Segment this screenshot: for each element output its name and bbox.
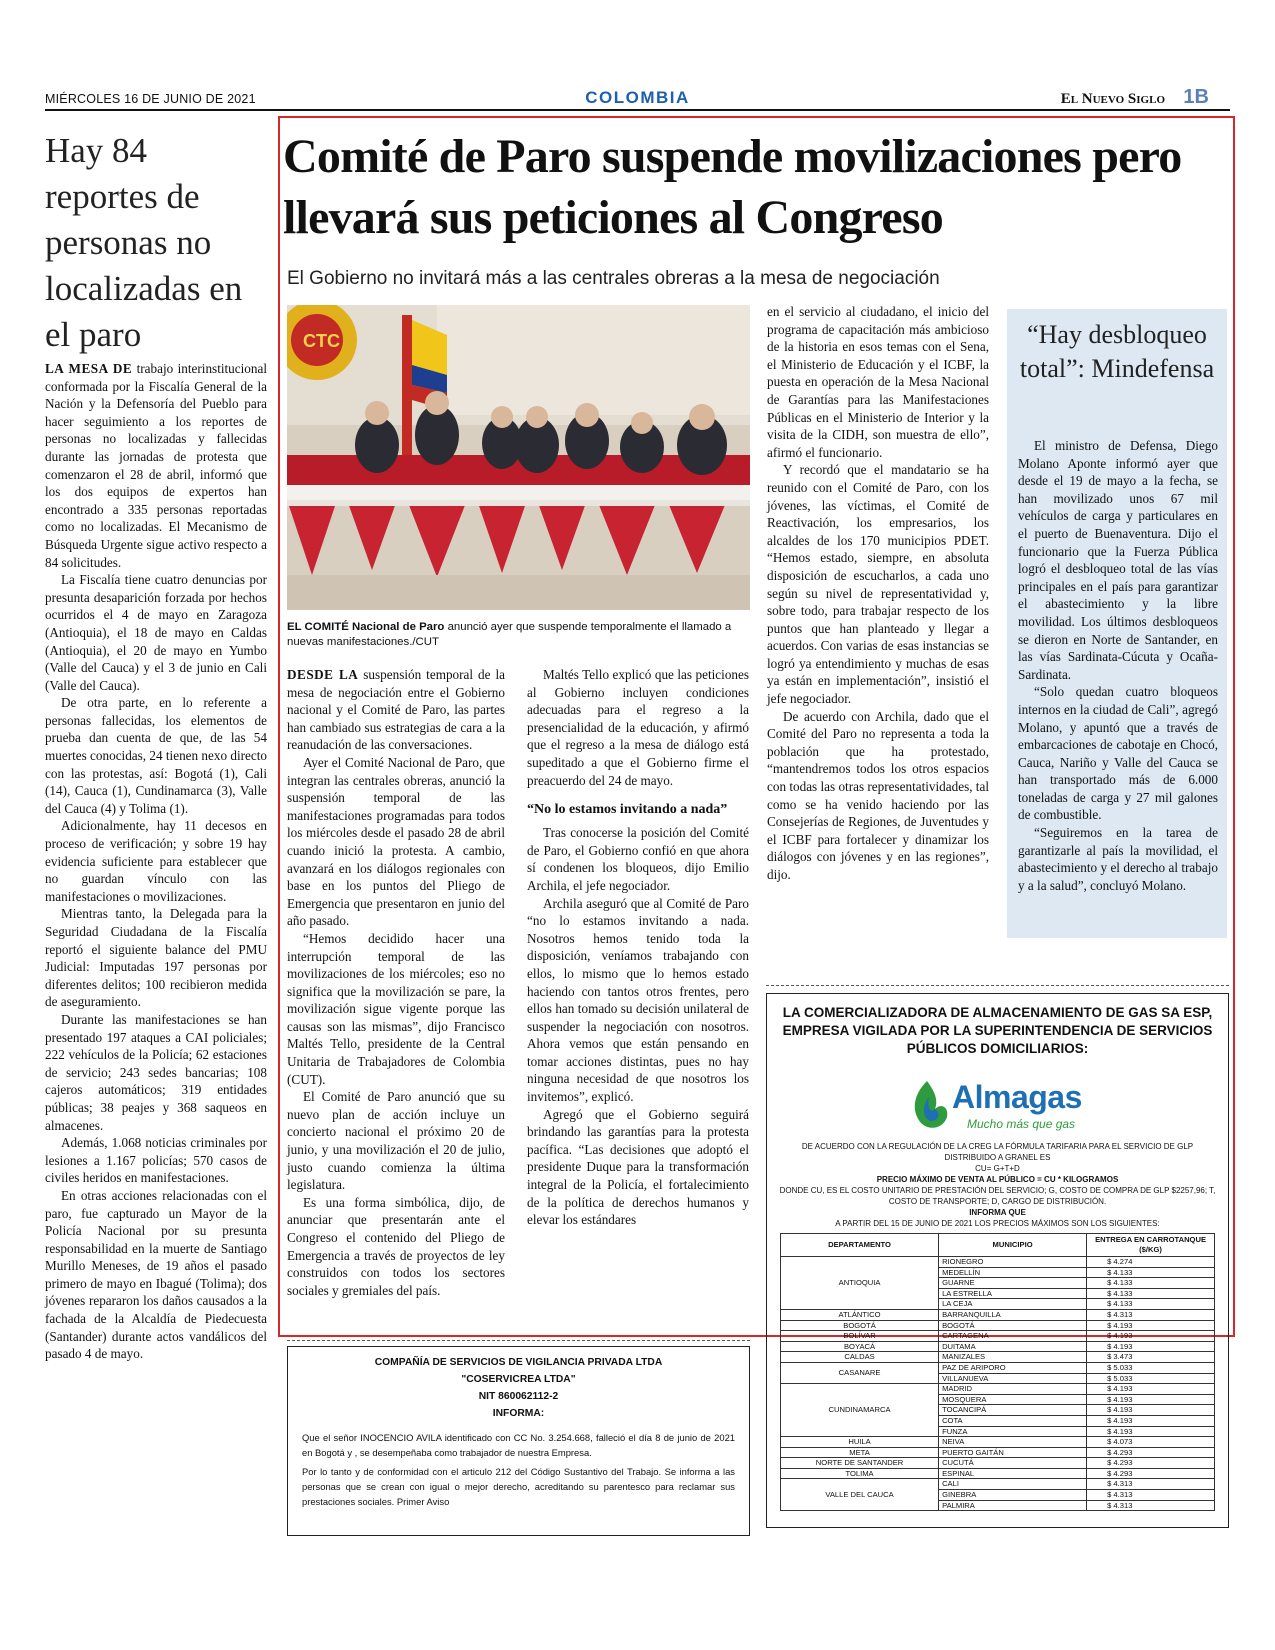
price-cell: $ 4.293 (1087, 1447, 1215, 1458)
table-row (781, 1331, 1215, 1342)
article-paragraph: en el servicio al ciudadano, el inicio del programa de capacitación más ambicioso de la historia en esos temas con el Sena, el Ministerio de Educación y el ICBF, la puesta en operación de la Mesa Nacional de Garantías para las Manifestaciones Públicas en el Ministerio de Interior y la visita de la CIDH, son muestra de ello”, afirmó el funcionario. (767, 304, 989, 460)
municipality-cell: MEDELLÍN (939, 1267, 1087, 1278)
press-conference-photo (287, 305, 750, 610)
municipality-cell: FUNZA (939, 1426, 1087, 1437)
department-cell: BOGOTÁ (781, 1320, 939, 1331)
table-row (781, 1320, 1215, 1331)
table-header-row (781, 1234, 1215, 1257)
municipality-cell: TOCANCIPÁ (939, 1405, 1087, 1416)
boxout-headline: “Hay desbloqueo total”: Mindefensa (1019, 320, 1215, 383)
sidebar-paragraph: La Fiscalía tiene cuatro denuncias por presunta desaparición forzada por hechos ocurridos el 4 de mayo en Zaragoza (Antioquia), el 18 de mayo en Caldas (Antioquia), el 20 de mayo en Yumbo (Valle del Cauca) y el 3 de junio en Cali (Valle del Cauca). (45, 572, 267, 693)
article-paragraph: Es una forma simbólica, dijo, de anunciar que presentarán ante el Congreso el contenido del Pliego de Emergencia a través de proyectos de ley construidos con todos los sectores sociales y gremiales del país. (287, 1194, 505, 1298)
main-subheadline: El Gobierno no invitará más a las centrales obreras a la mesa de negociación (287, 268, 940, 289)
ad-regulation-text: DE ACUERDO CON LA REGULACIÓN DE LA CREG LA FÓRMULA TARIFARIA PARA EL SERVICIO DE GLP DISTRIBUIDO A GRANEL ES (801, 1142, 1194, 1162)
notice-paragraph: Que el señor INOCENCIO AVILA identificado con CC No. 3.254.668, falleció el día 8 de junio de 2021 en Bogotá y , se desempeñaba como trabajador de nuestra Empresa. (302, 1432, 735, 1458)
brand-tagline: Mucho más que gas (967, 1117, 1076, 1131)
brand-name: Almagas (952, 1079, 1082, 1115)
sidebar-paragraph: Además, 1.068 noticias criminales por lesiones a 1.167 policías; 570 casos de civiles heridos en manifestaciones. (45, 1135, 267, 1186)
department-cell: HUILA (781, 1437, 939, 1448)
table-header: ENTREGA EN CARROTANQUE ($/KG) (1087, 1234, 1215, 1257)
municipality-cell: LA ESTRELLA (939, 1288, 1087, 1299)
masthead-rule (45, 109, 1230, 111)
sidebar-article-body (45, 360, 267, 1363)
banner-logo-text: CTC (303, 331, 340, 351)
legal-notice-body (302, 1430, 735, 1513)
article-paragraph: Y recordó que el mandatario se ha reunido con el Comité de Paro, con los jóvenes, las víctimas, el Comité de Reactivación, los empresarios, los alcaldes de los 170 municipios PDET. “Hemos estado, siempre, en absoluta disposición de escucharlos, a cada uno según su nivel de representatividad y, sobre todo, para trabajar respecto de los puntos que han planteado y llegar a acuerdos. Con varias de esas instancias se logró ya entendimiento y muchas de esas ya están en implementación”, insistió el jefe negociador. (767, 462, 989, 707)
article-paragraph: “Hemos decidido hacer una interrupción temporal de las movilizaciones de los miércoles; eso no significa que la movilización se pare, la movilización sigue vigente porque las causas son las mismas”, dijo Francisco Maltés Tello, presidente de la Central Unitaria de Trabajadores de Colombia (CUT). (287, 930, 505, 1087)
price-cell: $ 4.313 (1087, 1309, 1215, 1320)
municipality-cell: GINEBRA (939, 1490, 1087, 1501)
sidebar-headline: Hay 84 reportes de personas no localizadas en el paro (45, 131, 243, 354)
price-cell: $ 4.193 (1087, 1405, 1215, 1416)
boxout-paragraph: El ministro de Defensa, Diego Molano Aponte informó ayer que desde el 19 de mayo a la fecha, se han movilizado unos 67 mil vehículos de carga y particulares en el puerto de Buenaventura. Dijo el funcionario que la Fuerza Pública logró el desbloqueo total de las vías principales en el país para garantizar el abastecimiento y la libre movilidad. Los últimos desbloqueos se dieron en Norte de Santander, en las vías Sardinata-Cúcuta y Ocaña- Sardinata. (1018, 438, 1218, 682)
department-cell: ANTIOQUIA (781, 1257, 939, 1310)
boxout-body (1018, 437, 1218, 894)
table-row (781, 1458, 1215, 1469)
municipality-cell: BOGOTÁ (939, 1320, 1087, 1331)
newspaper-brand: El Nuevo Siglo (1060, 91, 1165, 107)
ad-fine-print (776, 1141, 1219, 1229)
notice-company: COMPAÑÍA DE SERVICIOS DE VIGILANCIA PRIVADA LTDA (374, 1357, 663, 1368)
article-column-3 (767, 303, 989, 884)
municipality-cell: BARRANQUILLA (939, 1309, 1087, 1320)
caption-lead-in: EL COMITÉ Nacional de Paro (287, 621, 445, 633)
article-paragraph: suspensión temporal de la mesa de negociación entre el Gobierno nacional y el Comité de Paro, las partes han cambiado sus estrategias de cara a la reanudación de las conversaciones. (287, 667, 506, 753)
table-row (781, 1447, 1215, 1458)
table-header: MUNICIPIO (939, 1234, 1087, 1257)
caption-text: anunció ayer que suspende temporalmente el llamado a nuevas manifestaciones./CUT (287, 621, 732, 648)
notice-nit: NIT 860062112-2 (478, 1391, 559, 1402)
legal-notice-heading (295, 1354, 742, 1422)
issue-date: MIÉRCOLES 16 DE JUNIO DE 2021 (45, 92, 256, 106)
price-cell: $ 4.313 (1087, 1479, 1215, 1490)
municipality-cell: MADRID (939, 1384, 1087, 1395)
department-cell: NORTE DE SANTANDER (781, 1458, 939, 1469)
ad-formula: CU= G+T+D (975, 1164, 1020, 1173)
page-number: 1B (1183, 86, 1209, 108)
table-row (781, 1352, 1215, 1363)
sidebar-paragraph: Adicionalmente, hay 11 decesos en proceso de verificación; y sobre 19 hay evidencia suficiente para establecer que no guardan vínculo con las manifestaciones o movilizaciones. (45, 818, 267, 904)
gas-price-table (780, 1233, 1215, 1511)
municipality-cell: RIONEGRO (939, 1257, 1087, 1268)
ad-heading: LA COMERCIALIZADORA DE ALMACENAMIENTO DE GAS SA ESP, EMPRESA VIGILADA POR LA SUPERINTENDENCIA DE SERVICIOS PÚBLICOS DOMICILIARIOS: (782, 1005, 1213, 1056)
price-cell: $ 3.473 (1087, 1352, 1215, 1363)
table-row (781, 1384, 1215, 1395)
ad-definitions: DONDE CU, ES EL COSTO UNITARIO DE PRESTACIÓN DEL SERVICIO; G, COSTO DE COMPRA DE GLP $2257,96; T, COSTO DE TRANSPORTE; D, CARGO DE DISTRIBUCIÓN. (779, 1186, 1216, 1206)
table-row (781, 1341, 1215, 1352)
article-paragraph: Tras conocerse la posición del Comité de Paro, el Gobierno confió en que ahora sí condenen los bloqueos, dijo Emilio Archila, el jefe negociador. (527, 825, 749, 893)
price-cell: $ 4.274 (1087, 1257, 1215, 1268)
municipality-cell: CALI (939, 1479, 1087, 1490)
price-cell: $ 4.293 (1087, 1458, 1215, 1469)
article-crosshead: “No lo estamos invitando a nada” (527, 802, 728, 818)
notice-paragraph: Por lo tanto y de conformidad con el articulo 212 del Código Sustantivo del Trabajo. Se informa a las personas que se crean con igual o mejor derecho, acreditando su parentesco para reclamar sus prestaciones sociales. Primer Aviso (302, 1466, 735, 1507)
department-cell: ATLÁNTICO (781, 1309, 939, 1320)
table-header: DEPARTAMENTO (781, 1234, 939, 1257)
municipality-cell: LA CEJA (939, 1299, 1087, 1310)
price-cell: $ 4.193 (1087, 1320, 1215, 1331)
price-cell: $ 4.293 (1087, 1468, 1215, 1479)
article-paragraph: Maltés Tello explicó que las peticiones al Gobierno incluyen condiciones adecuadas para el regreso a la presencialidad de la educación, y afirmó que el regreso a la mesa de diálogo está supeditado a que el Gobierno firme el preacuerdo del 24 de mayo. (527, 667, 749, 788)
price-cell: $ 4.133 (1087, 1299, 1215, 1310)
price-cell: $ 5.033 (1087, 1373, 1215, 1384)
municipality-cell: GUARNE (939, 1278, 1087, 1289)
main-headline: Comité de Paro suspende movilizaciones pero llevará sus peticiones al Congreso (283, 130, 1182, 244)
ad-informa: INFORMA QUE (969, 1208, 1026, 1217)
price-cell: $ 4.193 (1087, 1426, 1215, 1437)
article-column-2 (527, 666, 749, 1229)
ad-cut-line (766, 985, 1229, 986)
sidebar-paragraph: De otra parte, en lo referente a personas fallecidas, los elementos de prueba dan cuenta de que, de las 54 muertes conocidas, 24 tienen nexo directo con las protestas, así: Bogotá (1), Cali (14), Cauca (1), Cundinamarca (3), Valle del Cauca (4) y Tolima (1). (45, 695, 267, 816)
price-cell: $ 4.193 (1087, 1384, 1215, 1395)
department-cell: VALLE DEL CAUCA (781, 1479, 939, 1511)
price-cell: $ 4.193 (1087, 1341, 1215, 1352)
department-cell: BOLÍVAR (781, 1331, 939, 1342)
photo-illustration (287, 305, 750, 610)
table-row (781, 1309, 1215, 1320)
municipality-cell: MOSQUERA (939, 1394, 1087, 1405)
article-paragraph: De acuerdo con Archila, dado que el Comité del Paro no representa a toda la población que ha protestado, “mantendremos todos los otros espacios con todas las otras representatividades, tal como se ha venido haciendo por las Consejerías de Regiones, de Juventudes y el ICBF para fortalecer y dinamizar los diálogos con jóvenes y en las regiones”, dijo. (767, 708, 989, 882)
price-cell: $ 4.133 (1087, 1278, 1215, 1289)
notice-cut-line (287, 1340, 750, 1341)
article-column-1 (287, 666, 505, 1299)
municipality-cell: NEIVA (939, 1437, 1087, 1448)
sidebar-paragraph: Mientras tanto, la Delegada para la Seguridad Ciudadana de la Fiscalía reportó el siguiente balance del PMU Judicial: Imputadas 197 personas por diferentes delitos; 100 recibieron medida de aseguramiento. (45, 906, 267, 1010)
municipality-cell: DUITAMA (939, 1341, 1087, 1352)
price-cell: $ 4.193 (1087, 1331, 1215, 1342)
sidebar-lead-in: LA MESA DE (45, 361, 133, 376)
sidebar-paragraph: En otras acciones relacionadas con el paro, fue capturado un Mayor de la Policía Nacional por su presunta responsabilidad en la muerte de Santiago Murillo Meneses, de 19 años el pasado primero de mayo en Ibagué (Tolima); dos jóvenes repararon los daños causados a la fachada de la Alcaldía de Piedecuesta (Santander) durante actos vandálicos del pasado 4 de mayo. (45, 1187, 267, 1362)
sidebar-paragraph: trabajo interinstitucional conformada por la Fiscalía General de la Nación y la Defensoría del Pueblo para hacer seguimiento a los reportes de personas no localizadas y fallecidas durante las jornadas de protesta que comenzaron el 28 de abril, informó que los dos equipos de expertos han encontrado a 335 personas reportadas como no localizadas. El Mecanismo de Búsqueda Urgente sigue activo respecto a 84 solicitudes. (45, 361, 268, 570)
table-row (781, 1362, 1215, 1373)
municipality-cell: PAZ DE ARIPORO (939, 1362, 1087, 1373)
municipality-cell: VILLANUEVA (939, 1373, 1087, 1384)
table-body (781, 1257, 1215, 1511)
table-row (781, 1257, 1215, 1268)
article-paragraph: Archila aseguró que al Comité de Paro “no lo estamos invitando a nada. Nosotros hemos tenido toda la disposición, veníamos trabajando con ellos, lo mismo que lo hemos estado haciendo con tantos otros frentes, pero ellos han tomado su decisión unilateral de suspender la negociación con nosotros. Ahora vemos que están pensando en tomar acciones distintas, pues no hay ninguna necesidad de que nosotros los invitemos”, explicó. (527, 895, 749, 1105)
department-cell: META (781, 1447, 939, 1458)
price-cell: $ 4.313 (1087, 1490, 1215, 1501)
article-paragraph: Agregó que el Gobierno seguirá brindando las garantías para la protesta pacífica. “Las decisiones que adoptó el presidente Duque para la transformación integral de la Policía, el fortalecimiento de la política de derechos humanos y elevar los estándares (527, 1106, 749, 1228)
notice-company-short: "COSERVICREA LTDA" (461, 1374, 576, 1385)
article-lead-in: DESDE LA (287, 667, 359, 682)
municipality-cell: CARTAGENA (939, 1331, 1087, 1342)
municipality-cell: MANIZALES (939, 1352, 1087, 1363)
table-row (781, 1437, 1215, 1448)
municipality-cell: PUERTO GAITÁN (939, 1447, 1087, 1458)
sidebar-paragraph: Durante las manifestaciones se han presentado 197 ataques a CAI policiales; 222 vehículos de la Policía; 62 estaciones de servicio; 243 sedes bancarias; 108 cajeros automáticos; 319 entidades públicas; 38 peajes y 368 saqueos en almacenes. (45, 1011, 267, 1133)
notice-informa: INFORMA: (492, 1408, 545, 1419)
department-cell: TOLIMA (781, 1468, 939, 1479)
department-cell: CASANARE (781, 1362, 939, 1383)
municipality-cell: COTA (939, 1415, 1087, 1426)
price-cell: $ 4.133 (1087, 1288, 1215, 1299)
price-cell: $ 4.073 (1087, 1437, 1215, 1448)
price-cell: $ 4.193 (1087, 1394, 1215, 1405)
price-cell: $ 4.133 (1087, 1267, 1215, 1278)
department-cell: CALDAS (781, 1352, 939, 1363)
price-cell: $ 5.033 (1087, 1362, 1215, 1373)
boxout-paragraph: “Solo quedan cuatro bloqueos internos en la ciudad de Cali”, agregó Molano, y apuntó que a través de embarcaciones de cabotaje en Chocó, Cauca, Nariño y Valle del Cauca se han transportado más de 6.000 toneladas de carga y 27 mil galones de combustible. (1018, 684, 1218, 823)
ad-price-formula: PRECIO MÁXIMO DE VENTA AL PÚBLICO = CU * KILOGRAMOS (876, 1175, 1119, 1184)
table-row (781, 1479, 1215, 1490)
boxout-paragraph: “Seguiremos en la tarea de garantizarle al país la movilidad, el abastecimiento y el derecho al trabajo y a la salud”, concluyó Molano. (1018, 825, 1218, 893)
section-title: COLOMBIA (585, 88, 690, 107)
photo-caption (287, 620, 750, 650)
article-paragraph: El Comité de Paro anunció que su nuevo plan de acción incluye un concierto nacional el próximo 20 de junio, y una movilización el 20 de julio, justo cuando comienza la última legislatura. (287, 1089, 505, 1193)
article-paragraph: Ayer el Comité Nacional de Paro, que integran las centrales obreras, anunció la suspensión temporal de las manifestaciones programadas para todos los miércoles desde el pasado 28 de abril cuando inició la protesta. A cambio, avanzará en los diálogos regionales con base en los puntos del Pliego de Emergencia que presentaron en junio del año pasado. (287, 754, 505, 929)
price-cell: $ 4.313 (1087, 1500, 1215, 1511)
ad-effective-date: A PARTIR DEL 15 DE JUNIO DE 2021 LOS PRECIOS MÁXIMOS SON LOS SIGUIENTES: (835, 1219, 1160, 1228)
municipality-cell: CUCUTÁ (939, 1458, 1087, 1469)
price-cell: $ 4.193 (1087, 1415, 1215, 1426)
department-cell: CUNDINAMARCA (781, 1384, 939, 1437)
department-cell: BOYACÁ (781, 1341, 939, 1352)
municipality-cell: ESPINAL (939, 1468, 1087, 1479)
municipality-cell: PALMIRA (939, 1500, 1087, 1511)
table-row (781, 1468, 1215, 1479)
